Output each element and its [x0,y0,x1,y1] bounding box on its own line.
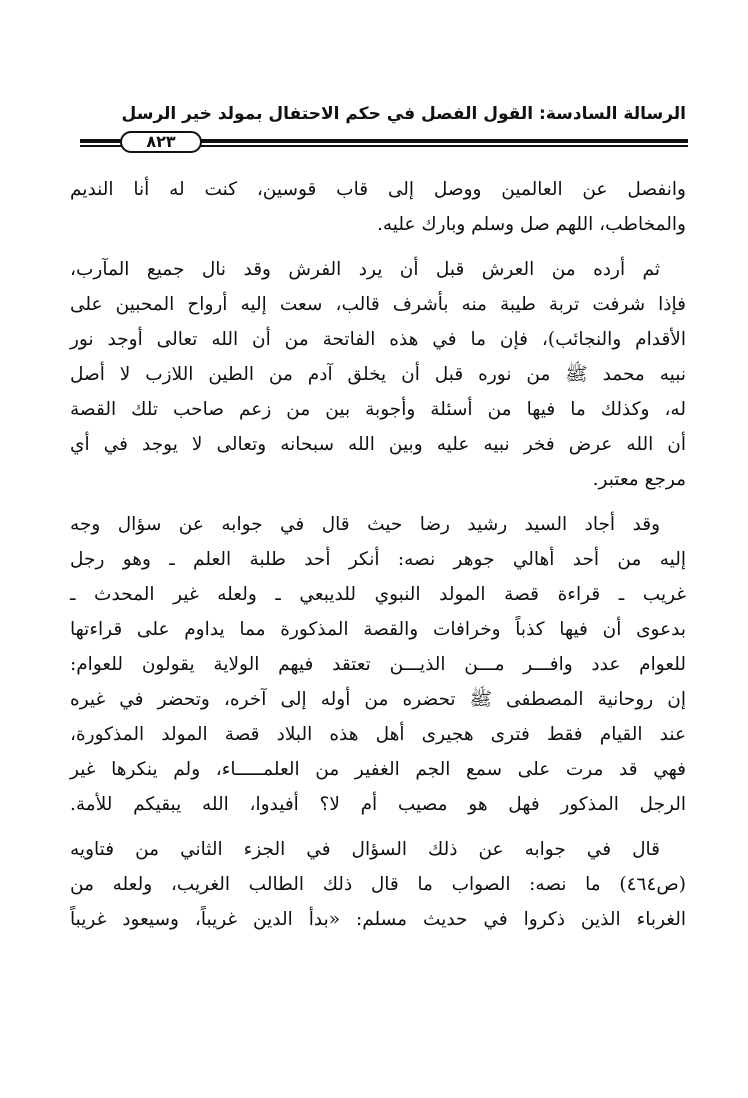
text-line: والمخاطب، اللهم صل وسلم وبارك عليه. [376,214,686,235]
running-header: الرسالة السادسة: القول الفصل في حكم الاحتفال بمولد خير الرسل [121,104,686,124]
text-line: قال في جوابه عن ذلك السؤال في الجزء الثاني من فتاويه [70,839,660,860]
text-line: الغرباء الذين ذكروا في حديث مسلم: «بدأ الدين غريباً، وسيعود غريباً [70,909,686,930]
text-line: الأقدام والنجائب)، فإن ما في هذه الفاتحة من أن الله تعالى أوجد نور [70,329,686,350]
text-line: بدعوى أن فيها كذباً وخرافات والقصة المذكورة مما يداوم على قراءتها [70,619,686,640]
text-line: إن روحانية المصطفى ﷺ تحضره من أوله إلى آخره، وتحضر في غيره [70,689,686,710]
header-rule [80,131,688,153]
text-line: غريب ـ قراءة قصة المولد النبوي للديبعي ـ ولعله غير المحدث ـ [70,584,686,605]
text-line: الرجل المذكور فهل هو مصيب أم لا؟ أفيدوا، الله يبقيكم للأمة. [70,794,686,815]
paragraph-2 [70,252,686,497]
text-line: (ص٤٦٤) ما نصه: الصواب ما قال ذلك الطالب الغريب، ولعله من [70,874,686,895]
text-line: فإذا شرفت تربة طيبة منه بأشرف قالب، سعت إليه أرواح المحبين على [70,294,686,315]
text-line: وانفصل عن العالمين ووصل إلى قاب قوسين، كنت له أنا النديم [70,179,686,200]
paragraph-1 [70,172,686,242]
text-line: للعوام عدد وافـــر مـــن الذيـــن تعتقد فيهم الولاية يقولون للعوام: [70,654,686,675]
text-line: عند القيام فقط فترى هجيرى أهل هذه البلاد قصة المولد المذكورة، [70,724,686,745]
text-line: فهي قد مرت على سمع الجم الغفير من العلمـــــاء، ولم ينكرها غير [70,759,686,780]
text-line: إليه من أحد أهالي جوهر نصه: أنكر أحد طلبة العلم ـ وهو رجل [70,549,686,570]
paragraph-3 [70,507,686,822]
text-line: وقد أجاد السيد رشيد رضا حيث قال في جوابه عن سؤال وجه [70,514,660,535]
text-line: له، وكذلك ما فيها من أسئلة وأجوبة بين من زعم صاحب تلك القصة [70,399,686,420]
page-number: ٨٢٣ [120,131,202,153]
body-text [70,172,686,937]
paragraph-4 [70,832,686,937]
text-line: ثم أرده من العرش قبل أن يرد الفرش وقد نال جميع المآرب، [70,259,660,280]
text-line: مرجع معتبر. [592,469,686,490]
text-line: نبيه محمد ﷺ من نوره قبل أن يخلق آدم من الطين اللازب لا أصل [70,364,686,385]
text-line: أن الله عرض فخر نبيه عليه وبين الله سبحانه وتعالى لا يوجد في أي [70,434,686,455]
